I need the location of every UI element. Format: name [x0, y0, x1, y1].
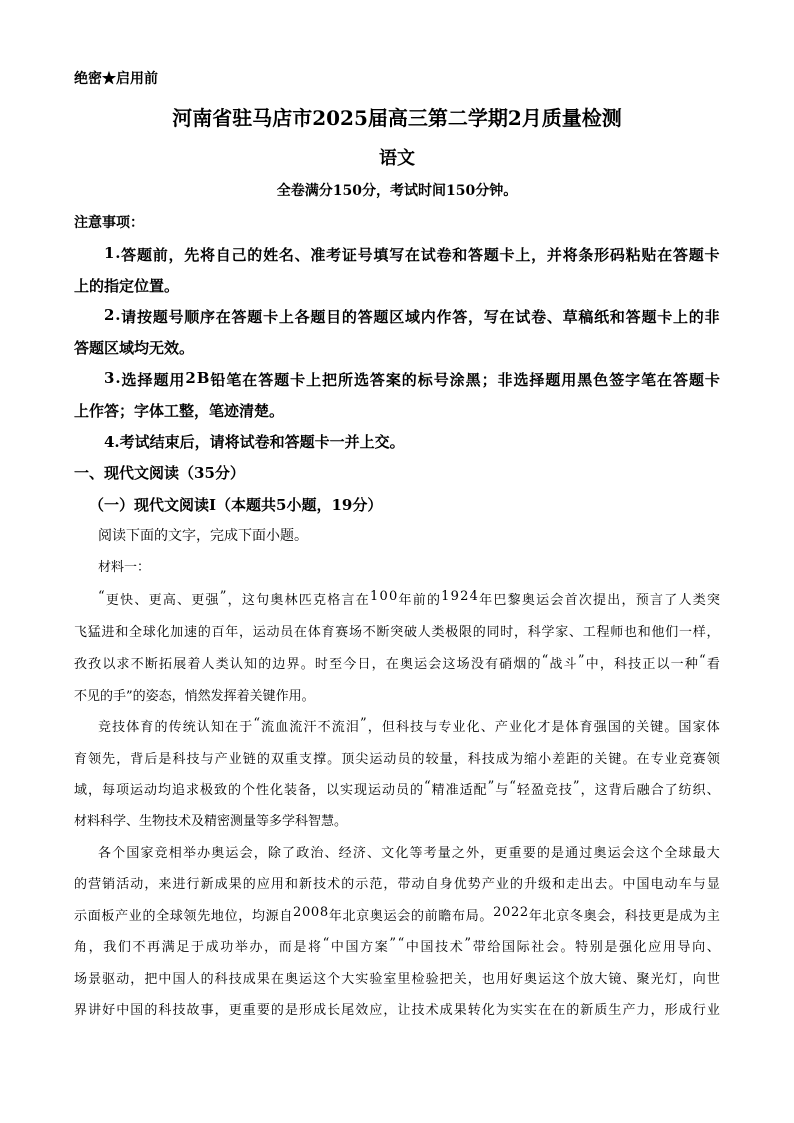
material-paragraph-3-line-5: 场 景 驱 动 ， 把 中 国 人 的 科 技 成 果 在 奥 运 这 个 大 实 验 室 里 检 验 把 关 ， 也 用 好 奥 运 这 个 放 大 镜 、 聚 光 灯 ， 向 世 — [74, 972, 720, 987]
material-paragraph-3-line-2: 的 营 销 活 动 ， 来 进 行 新 成 果 的 应 用 和 新 技 术 的 示 范 ， 带 动 自 身 优 势 产 业 的 升 级 和 走 出 去 。 中 国 电 动 车 与 显 — [74, 877, 720, 892]
score-info: 全卷满分150分，考试时间150分钟。 — [276, 183, 518, 199]
notes-heading: 注意事项： — [74, 215, 144, 231]
notice-item-3-line-2: 上作答；字体工整，笔迹清楚。 — [74, 402, 285, 420]
material-paragraph-3-line-4: 角 ， 我 们 不 再 满 足 于 成 功 举 办 ， 而 是 将 “ 中 国 方 案 ” “ 中 国 技 术 ” 带 给 国 际 社 会 。 特 别 是 强 化 应 用 导 向 、 — [74, 936, 720, 955]
material-paragraph-2-line-3: 域 ， 每 项 运 动 均 追 求 极 致 的 个 性 化 装 备 ， 以 实 现 运 动 员 的 “ 精 准 适 配 ” 与 “ 轻 盈 竞 技 ” ， 这 背 后 融 合 了 纺 织 、 — [74, 779, 720, 798]
material-paragraph-2-line-2: 育 领 先 ， 背 后 是 科 技 与 产 业 链 的 双 重 支 撑 。 顶 尖 运 动 员 的 较 量 ， 科 技 成 为 缩 小 差 距 的 关 键 。 在 专 业 竞 赛 领 — [74, 752, 720, 767]
material-label: 材料一： — [98, 560, 151, 575]
confidential-label: 绝密★启用前 — [74, 71, 158, 87]
section-heading: 一、现代文阅读（35分） — [74, 464, 245, 482]
material-paragraph-3-line-3: 示 面 板 产 业 的 全 球 领 先 地 位 ， 均 源 自 2 0 0 8 年 北 京 奥 运 会 的 前 瞻 布 局 。 2 0 2 2 年 北 京 冬 奥 会 ， 科 技 更 是 成 为 主 — [74, 905, 720, 924]
subsection-heading: （一）现代文阅读Ⅰ（本题共5小题，19分） — [89, 496, 383, 514]
notice-item-1-line-2: 上的指定位置。 — [74, 277, 180, 295]
notice-item-2-line-1: 2 . 请 按 题 号 顺 序 在 答 题 卡 上 各 题 目 的 答 题 区 域 内 作 答 ， 写 在 试 卷 、 草 稿 纸 和 答 题 卡 上 的 非 — [104, 306, 720, 326]
notice-item-2-line-2: 答题区域均无效。 — [74, 339, 195, 357]
notice-item-3-line-1: 3 . 选 择 题 用 2 B 铅 笔 在 答 题 卡 上 把 所 选 答 案 的 标 号 涂 黑 ； 非 选 择 题 用 黑 色 签 字 笔 在 答 题 卡 — [104, 369, 720, 389]
notice-item-1-line-1: 1 . 答 题 前 ， 先 将 自 己 的 姓 名 、 准 考 证 号 填 写 在 试 卷 和 答 题 卡 上 ， 并 将 条 形 码 粘 贴 在 答 题 卡 — [104, 244, 720, 264]
reading-instruction: 阅读下面的文字，完成下面小题。 — [98, 528, 308, 544]
material-paragraph-3-line-1: 各 个 国 家 竞 相 举 办 奥 运 会 ， 除 了 政 治 、 经 济 、 文 化 等 考 量 之 外 ， 更 重 要 的 是 通 过 奥 运 会 这 个 全 球 最 大 — [98, 846, 720, 861]
exam-title: 河南省驻马店市2025届高三第二学期2月质量检测 — [172, 106, 622, 130]
material-paragraph-1-line-1: “ 更 快 、 更 高 、 更 强 ” ， 这 句 奥 林 匹 克 格 言 在 1 0 0 年 前 的 1 9 2 4 年 巴 黎 奥 运 会 首 次 提 出 ， 预 言 了 人 类 突 — [98, 589, 720, 608]
material-paragraph-3-line-6: 界 讲 好 中 国 的 科 技 故 事 ， 更 重 要 的 是 形 成 长 尾 效 应 ， 让 技 术 成 果 转 化 为 实 实 在 在 的 新 质 生 产 力 ， 形 成 行 业 — [74, 1003, 720, 1018]
material-paragraph-1-line-3: 孜 孜 以 求 不 断 拓 展 着 人 类 认 知 的 边 界 。 时 至 今 日 ， 在 奥 运 会 这 场 没 有 硝 烟 的 “ 战 斗 ” 中 ， 科 技 正 以 一 种 “ 看 — [74, 653, 720, 672]
notice-item-4-line-1: 4.考试结束后，请将试卷和答题卡一并上交。 — [104, 433, 405, 451]
material-paragraph-1-line-4: 不见的手”的姿态，悄然发挥着关键作用。 — [74, 689, 315, 704]
material-paragraph-2-line-4: 材料科学、生物技术及精密测量等多学科智慧。 — [74, 814, 348, 829]
subject-title: 语文 — [379, 148, 415, 169]
material-paragraph-2-line-1: 竞 技 体 育 的 传 统 认 知 在 于 “ 流 血 流 汗 不 流 泪 ” ， 但 科 技 与 专 业 化 、 产 业 化 才 是 体 育 强 国 的 关 键 。 国 家 体 — [98, 716, 720, 735]
material-paragraph-1-line-2: 飞 猛 进 和 全 球 化 加 速 的 百 年 ， 运 动 员 在 体 育 赛 场 不 断 突 破 人 类 极 限 的 同 时 ， 科 学 家 、 工 程 师 也 和 他 们 一 样 ， — [74, 625, 720, 640]
